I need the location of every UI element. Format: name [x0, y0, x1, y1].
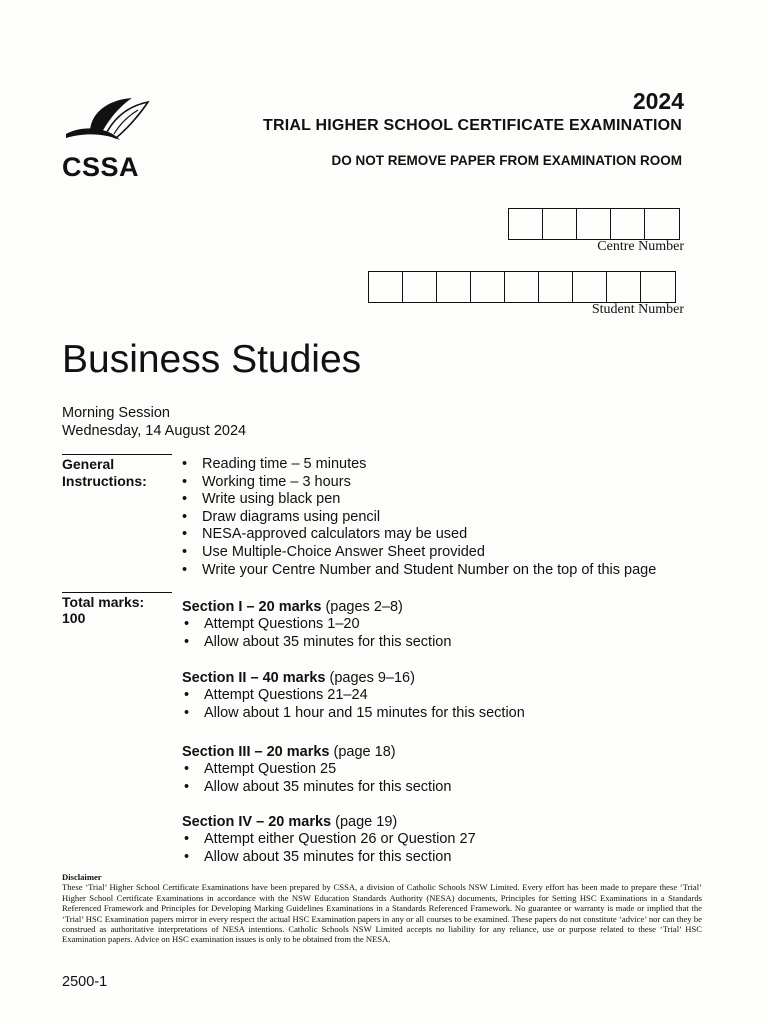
list-item: • Reading time – 5 minutes: [180, 456, 656, 474]
disclaimer: [62, 872, 702, 945]
list-item: • Allow about 35 minutes for this section: [182, 634, 451, 652]
centre-number-cell[interactable]: [543, 209, 577, 239]
paper-code: 2500-1: [62, 974, 108, 990]
section-title: Section I – 20 marks: [182, 599, 322, 615]
exam-year: 2024: [632, 88, 684, 114]
list-item: • Attempt Question 25: [182, 761, 451, 779]
centre-number-cell[interactable]: [645, 209, 679, 239]
centre-number-label: Centre Number: [597, 239, 684, 254]
list-item: • NESA-approved calculators may be used: [180, 526, 656, 544]
list-item: • Draw diagrams using pencil: [180, 509, 656, 527]
student-number-cell[interactable]: [403, 272, 437, 302]
student-number-cell[interactable]: [607, 272, 641, 302]
centre-number-cell[interactable]: [577, 209, 611, 239]
centre-number-cell[interactable]: [611, 209, 645, 239]
list-item: • Write your Centre Number and Student Number on the top of this page: [180, 562, 656, 580]
student-number-cell[interactable]: [437, 272, 471, 302]
section-3: [182, 743, 451, 796]
section-pages: (pages 2–8): [325, 599, 403, 615]
student-number-cell[interactable]: [641, 272, 675, 302]
student-number-label: Student Number: [591, 302, 684, 317]
total-marks: [62, 594, 144, 626]
general-instructions-label: General Instructions:: [62, 456, 147, 489]
cssa-logo: [62, 94, 162, 186]
list-item: • Allow about 1 hour and 15 minutes for this section: [182, 705, 525, 723]
total-marks-label: Total marks:: [62, 594, 145, 610]
list-item: • Attempt Questions 1–20: [182, 616, 451, 634]
section-pages: (page 18): [333, 744, 396, 760]
list-item: • Write using black pen: [180, 491, 656, 509]
student-number-cell[interactable]: [471, 272, 505, 302]
subject-title: Business Studies: [62, 338, 362, 381]
disclaimer-heading: Disclaimer: [62, 872, 102, 882]
session-date: Wednesday, 14 August 2024: [62, 423, 247, 439]
divider: [62, 454, 172, 455]
disclaimer-text: These ‘Trial’ Higher School Certificate Examinations have been prepared by CSSA, a division of Catholic Schools NSW Limited. Every effort has been made to prepare these ‘Trial’ Higher School Certificate Examinations in accordance with the NSW Education Standards Authority (NESA) documents, Principles for Setting HSC Examinations in a Standards Referenced Framework and Principles for Developing Marking Guidelines Examinations in a Standards Referenced Framework. No guarantee or warranty is made or implied that the ‘Trial’ HSC Examination papers mirror in every respect the actual HSC Examination papers in any or all courses to be examined. These papers do not constitute ‘advice’ nor can they be construed as authoritative interpretations of NESA intentions. Catholic Schools NSW Limited accepts no liability for any reliance, use or purpose related to these ‘Trial’ HSC Examination papers. Advice on HSC examination issues is only to be obtained from the NESA.: [62, 882, 702, 945]
centre-number-boxes[interactable]: [508, 208, 680, 240]
student-number-cell[interactable]: [369, 272, 403, 302]
student-number-cell[interactable]: [539, 272, 573, 302]
session-info: [62, 404, 246, 440]
session-name: Morning Session: [62, 405, 170, 421]
student-number-cell[interactable]: [505, 272, 539, 302]
list-item: • Attempt either Question 26 or Question 27: [182, 831, 476, 849]
section-pages: (page 19): [335, 814, 398, 830]
do-not-remove-notice: DO NOT REMOVE PAPER FROM EXAMINATION ROOM: [331, 153, 682, 168]
section-1: [182, 598, 451, 651]
section-2: [182, 669, 525, 722]
list-item: • Allow about 35 minutes for this section: [182, 779, 451, 797]
section-4: [182, 813, 476, 866]
divider: [62, 592, 172, 593]
list-item: • Attempt Questions 21–24: [182, 687, 525, 705]
section-title: Section IV – 20 marks: [182, 814, 332, 830]
logo-text: CSSA: [62, 152, 140, 182]
student-number-boxes[interactable]: [368, 271, 676, 303]
exam-title: TRIAL HIGHER SCHOOL CERTIFICATE EXAMINATION: [263, 117, 682, 134]
section-title: Section III – 20 marks: [182, 744, 330, 760]
list-item: • Working time – 3 hours: [180, 474, 656, 492]
list-item: • Use Multiple-Choice Answer Sheet provided: [180, 544, 656, 562]
total-marks-value: 100: [62, 610, 86, 626]
section-title: Section II – 40 marks: [182, 670, 326, 686]
centre-number-cell[interactable]: [509, 209, 543, 239]
student-number-cell[interactable]: [573, 272, 607, 302]
list-item: • Allow about 35 minutes for this section: [182, 849, 476, 867]
general-instructions-list: [180, 456, 656, 579]
leaf-logo-icon: [62, 94, 152, 154]
section-pages: (pages 9–16): [329, 670, 415, 686]
